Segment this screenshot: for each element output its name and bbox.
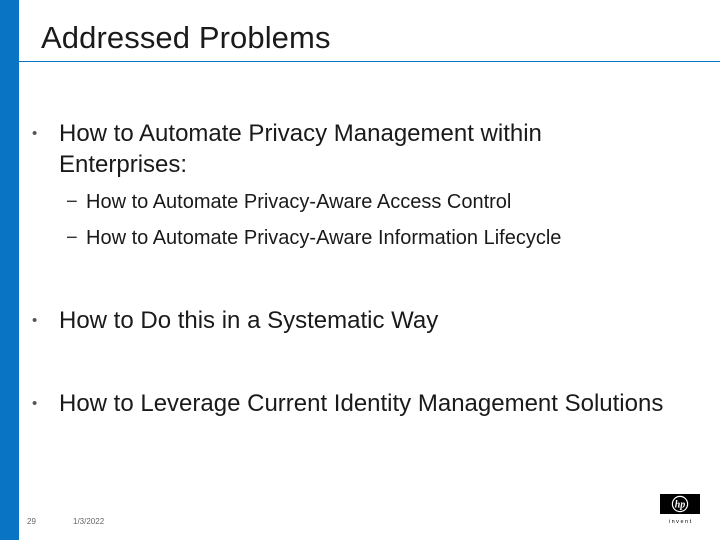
bullet-text: How to Do this in a Systematic Way — [59, 307, 439, 334]
sub-bullet-glyph: − — [66, 227, 78, 249]
bullet-item — [32, 388, 672, 419]
bullet-text: How to Leverage Current Identity Management Solutions — [59, 390, 664, 417]
hp-logo — [657, 493, 703, 525]
sub-bullet-glyph: − — [66, 191, 78, 213]
sub-bullet-item — [66, 225, 561, 251]
slide-title: Addressed Problems — [41, 20, 331, 55]
bullet-glyph: • — [32, 312, 38, 329]
side-accent-bar — [0, 0, 19, 540]
sub-bullet-item — [66, 189, 511, 215]
footer-date: 1/3/2022 — [73, 517, 105, 526]
header-rule — [19, 61, 720, 62]
bullet-item — [32, 305, 672, 336]
page-number: 29 — [27, 517, 36, 526]
bullet-glyph: • — [32, 395, 38, 412]
bullet-glyph: • — [32, 125, 38, 142]
hp-logo-text: hp — [674, 499, 686, 511]
hp-logo-subtext: i n v e n t — [668, 519, 692, 525]
sub-bullet-text: How to Automate Privacy-Aware Access Control — [86, 191, 512, 213]
sub-bullet-text: How to Automate Privacy-Aware Information Lifecycle — [86, 227, 562, 249]
bullet-text: How to Automate Privacy Management within Enterprises: — [59, 120, 542, 178]
bullet-item — [32, 118, 672, 180]
